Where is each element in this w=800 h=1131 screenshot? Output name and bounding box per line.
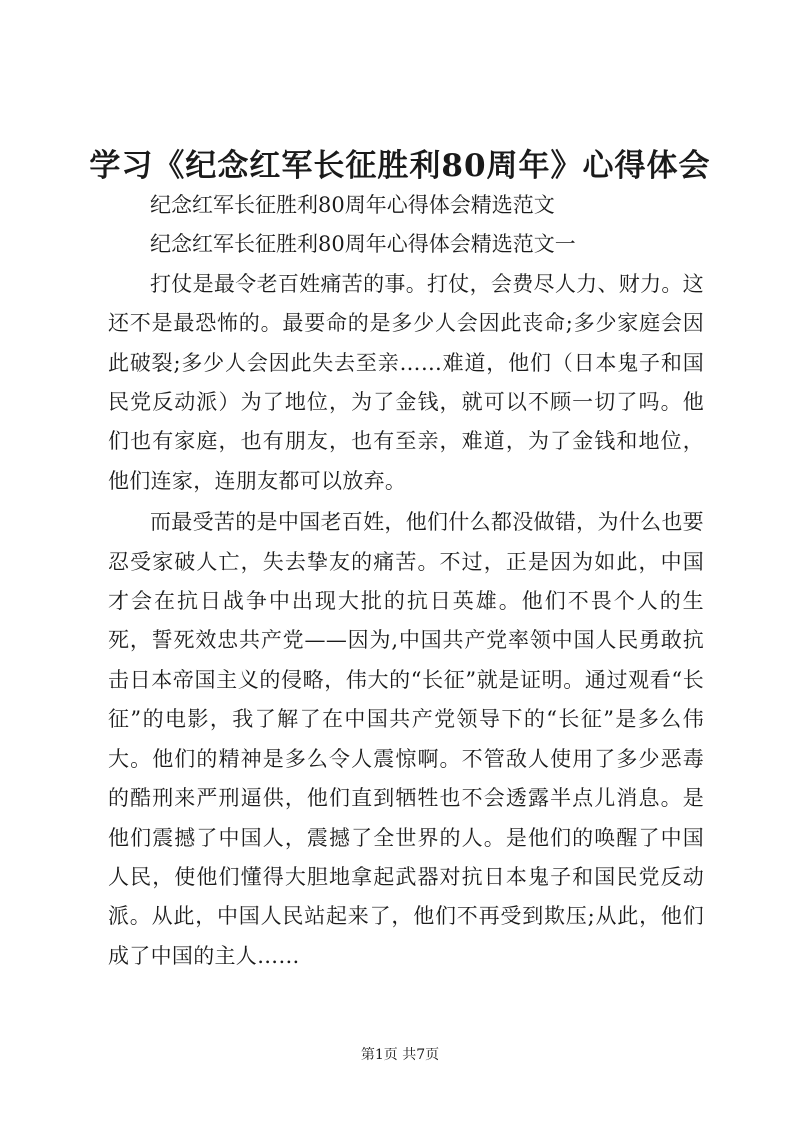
paragraph-2: 而最受苦的是中国老百姓，他们什么都没做错，为什么也要忍受家破人亡，失去挚友的痛苦。不过，正是因为如此，中国才会在抗日战争中出现大批的抗日英雄。他们不畏个人的生死，誓死效忠共产党——因为,中国共产党率领中国人民勇敢抗击日本帝国主义的侵略，伟大的“长征”就是证明。通过观看“长征”的电影，我了解了在中国共产党领导下的“长征”是多么伟大。他们的精神是多么令人震惊啊。不管敌人使用了多少恶毒的酷刑来严刑逼供，他们直到牺牲也不会透露半点儿消息。是他们震撼了中国人，震撼了全世界的人。是他们的唤醒了中国人民，使他们懂得大胆地拿起武器对抗日本鬼子和国民党反动派。从此，中国人民站起来了，他们不再受到欺压;从此，他们成了中国的主人…… <box>108 510 704 968</box>
subheading-1: 纪念红军长征胜利80周年心得体会精选范文 <box>150 193 555 217</box>
page-footer: 第1页 共7页 <box>360 1047 440 1063</box>
paragraph-1: 打仗是最令老百姓痛苦的事。打仗，会费尽人力、财力。这还不是最恐怖的。最要命的是多少人会因此丧命;多少家庭会因此破裂;多少人会因此失去至亲……难道，他们（日本鬼子和国民党反动派）为了地位，为了金钱，就可以不顾一切了吗。他们也有家庭，也有朋友，也有至亲，难道，为了金钱和地位，他们连家，连朋友都可以放弃。 <box>108 271 704 493</box>
document-body <box>108 186 704 976</box>
subheading-2: 纪念红军长征胜利80周年心得体会精选范文一 <box>150 232 576 257</box>
page-title: 学习《纪念红军长征胜利80周年》心得体会 <box>89 148 711 184</box>
